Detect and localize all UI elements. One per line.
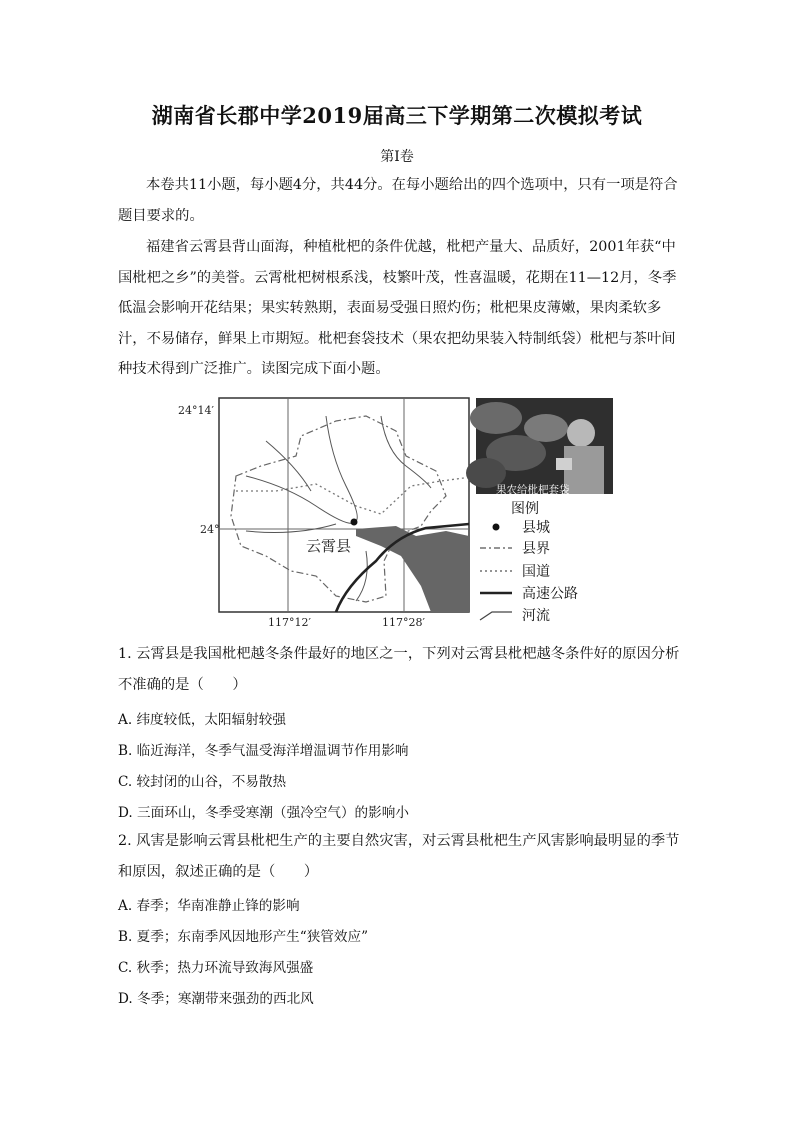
- question-2-option-a: A. 春季；华南准静止锋的影响: [118, 898, 300, 914]
- county-town-symbol: [478, 520, 514, 534]
- question-1-option-c: C. 较封闭的山谷，不易散热: [118, 774, 287, 790]
- label-lat-24: 24°: [200, 523, 220, 536]
- question-2-option-b: B. 夏季；东南季风因地形产生“狭管效应”: [118, 929, 369, 945]
- question-1-option-b: B. 临近海洋，冬季气温受海洋增温调节作用影响: [118, 743, 409, 759]
- legend-label: 县界: [522, 541, 550, 557]
- photo-illustration: [476, 398, 613, 494]
- legend-item-county-town: [478, 517, 550, 537]
- question-1-option-a: A. 纬度较低，太阳辐射较强: [118, 712, 286, 728]
- legend-item-county-border: [478, 538, 550, 558]
- farmer-photo: [476, 398, 613, 494]
- legend-item-river: [478, 605, 550, 625]
- label-lat-top: 24°14′: [178, 404, 214, 417]
- legend-item-national-road: [478, 561, 550, 581]
- highway-symbol: [478, 586, 514, 600]
- legend-title: 图例: [511, 501, 539, 517]
- instructions-paragraph: 本卷共11小题，每小题4分，共44分。在每小题给出的四个选项中，只有一项是符合题目要求的。: [118, 177, 678, 224]
- exam-title: 湖南省长郡中学2019届高三下学期第二次模拟考试: [151, 103, 643, 128]
- legend-label: 高速公路: [522, 586, 578, 602]
- question-2-stem: 2. 风害是影响云霄县枇杷生产的主要自然灾害，对云霄县枇杷生产风害影响最明显的季节和原因，叙述正确的是（ ）: [118, 833, 680, 880]
- legend-label: 河流: [522, 608, 550, 624]
- legend-item-highway: [478, 583, 578, 603]
- county-town-dot: [351, 519, 358, 526]
- county-border-symbol: [478, 541, 514, 555]
- question-2-option-d: D. 冬季；寒潮带来强劲的西北风: [118, 991, 314, 1007]
- label-lon-left: 117°12′: [268, 616, 311, 629]
- label-county: 云霄县: [306, 537, 352, 555]
- label-lon-right: 117°28′: [382, 616, 425, 629]
- legend-label: 国道: [522, 564, 550, 580]
- section-label: 第Ⅰ卷: [380, 149, 414, 165]
- passage-paragraph: 福建省云霄县背山面海，种植枇杷的条件优越，枇杷产量大、品质好，2001年获“中国枇杷之乡”的美誉。云霄枇杷树根系浅，枝繁叶茂，性喜温暖，花期在11—12月，冬季低温会影响开花结果；果实转熟期，表面易受强日照灼伤；枇杷果皮薄嫩，果肉柔软多汁，不易储存，鲜果上市期短。枇杷套袋技术（果农把幼果装入特制纸袋）枇杷与茶叶间种技术得到广泛推广。读图完成下面小题。: [118, 239, 677, 377]
- question-2-option-c: C. 秋季；热力环流导致海风强盛: [118, 960, 314, 976]
- photo-caption: 果农给枇杷套袋: [496, 484, 570, 496]
- legend-label: 县城: [522, 520, 550, 536]
- national-road-symbol: [478, 564, 514, 578]
- question-1-stem: 1. 云霄县是我国枇杷越冬条件最好的地区之一，下列对云霄县枇杷越冬条件好的原因分析不准确的是（ ）: [118, 646, 680, 693]
- question-1-option-d: D. 三面环山，冬季受寒潮（强冷空气）的影响小: [118, 805, 409, 821]
- river-symbol: [478, 608, 514, 622]
